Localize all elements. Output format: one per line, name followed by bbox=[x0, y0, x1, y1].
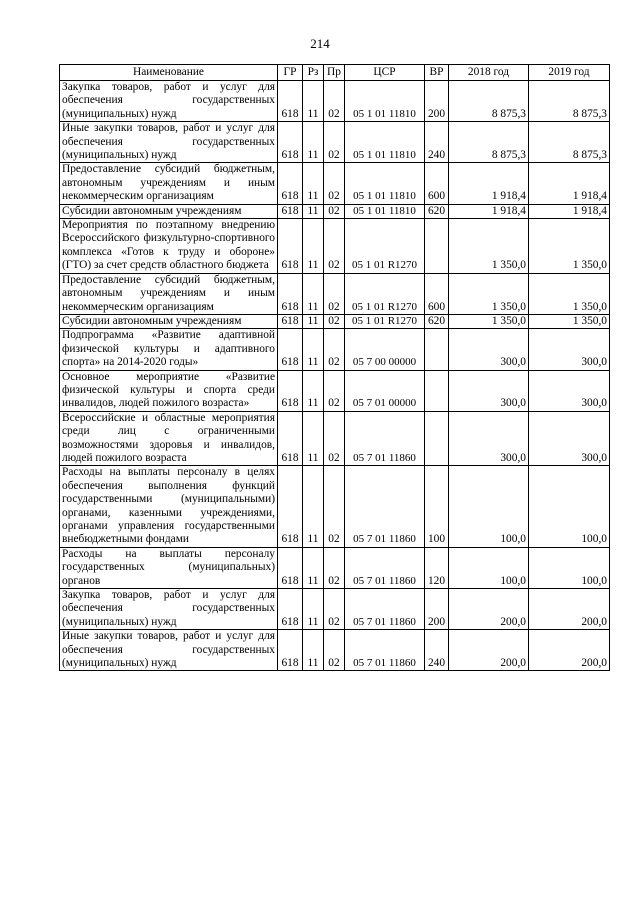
cell-pr: 02 bbox=[324, 370, 345, 411]
cell-2019: 8 875,3 bbox=[529, 81, 610, 122]
cell-gr: 618 bbox=[278, 314, 303, 328]
cell-csr: 05 1 01 11810 bbox=[345, 163, 425, 204]
cell-gr: 618 bbox=[278, 411, 303, 466]
cell-pr: 02 bbox=[324, 81, 345, 122]
table-row bbox=[60, 163, 610, 204]
cell-2018: 300,0 bbox=[449, 411, 529, 466]
cell-vr: 240 bbox=[425, 122, 449, 163]
cell-2019: 300,0 bbox=[529, 329, 610, 370]
cell-csr: 05 1 01 R1270 bbox=[345, 273, 425, 314]
cell-2019: 200,0 bbox=[529, 630, 610, 671]
cell-name: Основное мероприятие «Развитие физической культуры и спорта среди инвалидов, людей пожилого возраста» bbox=[60, 370, 278, 411]
cell-name: Иные закупки товаров, работ и услуг для обеспечения государственных (муниципальных) нужд bbox=[60, 122, 278, 163]
cell-2018: 200,0 bbox=[449, 589, 529, 630]
cell-2019: 1 350,0 bbox=[529, 219, 610, 274]
cell-rz: 11 bbox=[303, 163, 324, 204]
cell-2018: 1 350,0 bbox=[449, 314, 529, 328]
page-number: 214 bbox=[310, 36, 330, 51]
cell-rz: 11 bbox=[303, 219, 324, 274]
cell-gr: 618 bbox=[278, 630, 303, 671]
cell-rz: 11 bbox=[303, 81, 324, 122]
cell-2019: 300,0 bbox=[529, 370, 610, 411]
header-2019: 2019 год bbox=[529, 65, 610, 81]
cell-csr: 05 7 01 11860 bbox=[345, 630, 425, 671]
table-row bbox=[60, 370, 610, 411]
cell-pr: 02 bbox=[324, 163, 345, 204]
cell-vr: 240 bbox=[425, 630, 449, 671]
cell-name: Закупка товаров, работ и услуг для обеспечения государственных (муниципальных) нужд bbox=[60, 589, 278, 630]
cell-gr: 618 bbox=[278, 589, 303, 630]
cell-vr: 100 bbox=[425, 466, 449, 547]
cell-vr bbox=[425, 411, 449, 466]
cell-vr: 600 bbox=[425, 273, 449, 314]
cell-2018: 1 918,4 bbox=[449, 204, 529, 218]
cell-vr: 120 bbox=[425, 547, 449, 588]
cell-rz: 11 bbox=[303, 329, 324, 370]
cell-csr: 05 7 00 00000 bbox=[345, 329, 425, 370]
header-name: Наименование bbox=[60, 65, 278, 81]
cell-name: Расходы на выплаты персоналу в целях обеспечения выполнения функций государственными (муниципальными) органами, казенными учреждениями, органами управления государственными внебюджетными фондами bbox=[60, 466, 278, 547]
cell-csr: 05 1 01 11810 bbox=[345, 122, 425, 163]
cell-csr: 05 1 01 11810 bbox=[345, 204, 425, 218]
cell-2018: 100,0 bbox=[449, 466, 529, 547]
header-rz: Рз bbox=[303, 65, 324, 81]
cell-2018: 300,0 bbox=[449, 329, 529, 370]
cell-2018: 1 918,4 bbox=[449, 163, 529, 204]
table-row bbox=[60, 466, 610, 547]
cell-csr: 05 7 01 11860 bbox=[345, 589, 425, 630]
cell-2019: 1 350,0 bbox=[529, 273, 610, 314]
cell-csr: 05 1 01 R1270 bbox=[345, 219, 425, 274]
cell-gr: 618 bbox=[278, 122, 303, 163]
cell-name: Субсидии автономным учреждениям bbox=[60, 314, 278, 328]
cell-rz: 11 bbox=[303, 370, 324, 411]
budget-table bbox=[59, 64, 610, 671]
cell-vr bbox=[425, 219, 449, 274]
cell-name: Предоставление субсидий бюджетным, автономным учреждениям и иным некоммерческим организациям bbox=[60, 273, 278, 314]
cell-pr: 02 bbox=[324, 411, 345, 466]
table-body bbox=[60, 81, 610, 671]
cell-name: Подпрограмма «Развитие адаптивной физической культуры и адаптивного спорта» на 2014-2020 годы» bbox=[60, 329, 278, 370]
cell-2019: 100,0 bbox=[529, 547, 610, 588]
cell-csr: 05 7 01 00000 bbox=[345, 370, 425, 411]
table-header-row bbox=[60, 65, 610, 81]
cell-rz: 11 bbox=[303, 204, 324, 218]
cell-2018: 300,0 bbox=[449, 370, 529, 411]
header-vr: ВР bbox=[425, 65, 449, 81]
table-row bbox=[60, 81, 610, 122]
cell-vr bbox=[425, 370, 449, 411]
cell-2018: 1 350,0 bbox=[449, 219, 529, 274]
table-row bbox=[60, 122, 610, 163]
cell-name: Иные закупки товаров, работ и услуг для обеспечения государственных (муниципальных) нужд bbox=[60, 630, 278, 671]
cell-csr: 05 7 01 11860 bbox=[345, 411, 425, 466]
cell-vr: 200 bbox=[425, 81, 449, 122]
cell-csr: 05 1 01 R1270 bbox=[345, 314, 425, 328]
table-row bbox=[60, 273, 610, 314]
table-row bbox=[60, 411, 610, 466]
cell-2018: 100,0 bbox=[449, 547, 529, 588]
table-row bbox=[60, 314, 610, 328]
cell-gr: 618 bbox=[278, 466, 303, 547]
cell-rz: 11 bbox=[303, 273, 324, 314]
cell-vr: 600 bbox=[425, 163, 449, 204]
cell-2018: 8 875,3 bbox=[449, 122, 529, 163]
cell-2018: 200,0 bbox=[449, 630, 529, 671]
cell-gr: 618 bbox=[278, 219, 303, 274]
cell-vr: 200 bbox=[425, 589, 449, 630]
cell-rz: 11 bbox=[303, 314, 324, 328]
cell-name: Мероприятия по поэтапному внедрению Всероссийского физкультурно-спортивного комплекса «Готов к труду и обороне» (ГТО) за счет средств областного бюджета bbox=[60, 219, 278, 274]
cell-rz: 11 bbox=[303, 589, 324, 630]
cell-csr: 05 7 01 11860 bbox=[345, 466, 425, 547]
cell-2019: 1 918,4 bbox=[529, 163, 610, 204]
table-row bbox=[60, 630, 610, 671]
cell-pr: 02 bbox=[324, 466, 345, 547]
cell-rz: 11 bbox=[303, 122, 324, 163]
cell-name: Субсидии автономным учреждениям bbox=[60, 204, 278, 218]
cell-2019: 300,0 bbox=[529, 411, 610, 466]
cell-gr: 618 bbox=[278, 204, 303, 218]
cell-pr: 02 bbox=[324, 547, 345, 588]
cell-2019: 1 350,0 bbox=[529, 314, 610, 328]
cell-pr: 02 bbox=[324, 122, 345, 163]
cell-2019: 1 918,4 bbox=[529, 204, 610, 218]
cell-rz: 11 bbox=[303, 411, 324, 466]
cell-name: Расходы на выплаты персоналу государственных (муниципальных) органов bbox=[60, 547, 278, 588]
cell-csr: 05 7 01 11860 bbox=[345, 547, 425, 588]
cell-2018: 8 875,3 bbox=[449, 81, 529, 122]
cell-pr: 02 bbox=[324, 589, 345, 630]
cell-pr: 02 bbox=[324, 204, 345, 218]
cell-pr: 02 bbox=[324, 273, 345, 314]
table-row bbox=[60, 204, 610, 218]
cell-rz: 11 bbox=[303, 466, 324, 547]
table-row bbox=[60, 329, 610, 370]
table-row bbox=[60, 547, 610, 588]
table-row bbox=[60, 219, 610, 274]
table-row bbox=[60, 589, 610, 630]
cell-name: Всероссийские и областные мероприятия среди лиц с ограниченными возможностями здоровья и инвалидов, людей пожилого возраста bbox=[60, 411, 278, 466]
cell-pr: 02 bbox=[324, 329, 345, 370]
header-gr: ГР bbox=[278, 65, 303, 81]
cell-2019: 200,0 bbox=[529, 589, 610, 630]
cell-gr: 618 bbox=[278, 81, 303, 122]
cell-gr: 618 bbox=[278, 273, 303, 314]
header-2018: 2018 год bbox=[449, 65, 529, 81]
cell-vr: 620 bbox=[425, 204, 449, 218]
cell-pr: 02 bbox=[324, 219, 345, 274]
cell-gr: 618 bbox=[278, 547, 303, 588]
cell-csr: 05 1 01 11810 bbox=[345, 81, 425, 122]
cell-vr: 620 bbox=[425, 314, 449, 328]
cell-rz: 11 bbox=[303, 630, 324, 671]
header-csr: ЦСР bbox=[345, 65, 425, 81]
cell-vr bbox=[425, 329, 449, 370]
cell-gr: 618 bbox=[278, 370, 303, 411]
cell-gr: 618 bbox=[278, 329, 303, 370]
cell-gr: 618 bbox=[278, 163, 303, 204]
cell-2018: 1 350,0 bbox=[449, 273, 529, 314]
cell-rz: 11 bbox=[303, 547, 324, 588]
cell-name: Предоставление субсидий бюджетным, автономным учреждениям и иным некоммерческим организациям bbox=[60, 163, 278, 204]
header-pr: Пр bbox=[324, 65, 345, 81]
cell-2019: 100,0 bbox=[529, 466, 610, 547]
cell-pr: 02 bbox=[324, 314, 345, 328]
cell-pr: 02 bbox=[324, 630, 345, 671]
cell-2019: 8 875,3 bbox=[529, 122, 610, 163]
cell-name: Закупка товаров, работ и услуг для обеспечения государственных (муниципальных) нужд bbox=[60, 81, 278, 122]
